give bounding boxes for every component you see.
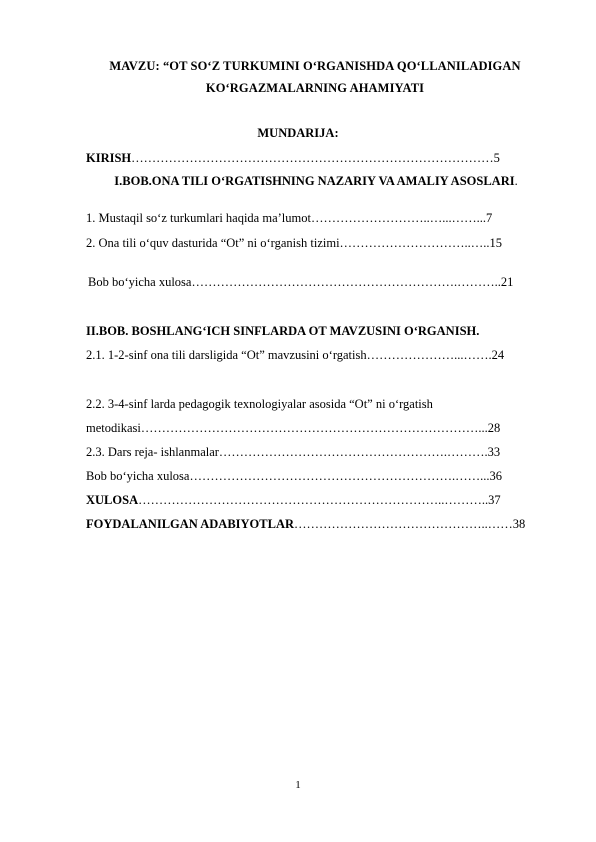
toc-chapter-1-heading[interactable] [80, 173, 552, 189]
page-number: 1 [295, 779, 301, 791]
toc-entry-leader: …………………………………………………………………………… [131, 151, 494, 165]
toc-chapter-2-heading[interactable]: II.BOB. BOSHLANG‘ICH SINFLARDA OT MAVZUSINI O‘RGANISH. [86, 324, 480, 338]
toc-entry-2-2-line-2[interactable]: metodikasi………………………………………………………………………...28 [86, 421, 501, 435]
toc-chapter-trailing: . [514, 174, 518, 188]
toc-entry-1-1[interactable]: 1. Mustaqil so‘z turkumlari haqida ma’lumot………………………..…...……...7 [86, 211, 493, 225]
toc-entry-chapter-2-summary[interactable]: Bob bo‘yicha xulosa……………………………………………………….……...36 [86, 469, 502, 483]
toc-chapter-label: I.BOB.ONA TILI O‘RGATISHNING NAZARIY VA AMALIY ASOSLARI [114, 174, 515, 188]
toc-entry-kirish[interactable] [86, 150, 548, 166]
document-title-line-2: KO‘RGAZMALARNING AHAMIYATI [205, 81, 425, 95]
toc-entry-2-2-line-1[interactable]: 2.2. 3-4-sinf larda pedagogik texnologiyalar asosida “Ot” ni o‘rgatish [86, 397, 433, 411]
toc-entry-label: XULOSA [86, 493, 139, 507]
toc-entry-page: 38 [512, 517, 526, 531]
toc-entry-page: 5 [493, 151, 500, 165]
toc-entry-leader: ………………………………………………………………..……….. [138, 493, 489, 507]
toc-entry-xulosa[interactable] [86, 492, 548, 508]
toc-entry-page: 37 [488, 493, 501, 507]
toc-entry-references[interactable] [86, 516, 548, 532]
toc-entry-2-1[interactable]: 2.1. 1-2-sinf ona tili darsligida “Ot” mavzusini o‘rgatish…………………...…….24 [86, 348, 505, 362]
toc-entry-leader: ………………………………………..…… [294, 517, 513, 531]
document-title-line-1: MAVZU: “OT SO‘Z TURKUMINI O‘RGANISHDA QO‘LLANILADIGAN [109, 59, 521, 73]
toc-heading: MUNDARIJA: [257, 126, 339, 140]
toc-entry-label: KIRISH [86, 151, 132, 165]
toc-entry-2-3[interactable]: 2.3. Dars reja- ishlanmalar……………………………………………….……….33 [86, 445, 501, 459]
toc-entry-label: FOYDALANILGAN ADABIYOTLAR [86, 517, 295, 531]
toc-entry-chapter-1-summary[interactable]: Bob bo‘yicha xulosa……………………………………………………….………..21 [88, 275, 514, 289]
toc-entry-1-2[interactable]: 2. Ona tili o‘quv dasturida “Ot” ni o‘rganish tizimi…………………………..…..15 [86, 236, 503, 250]
